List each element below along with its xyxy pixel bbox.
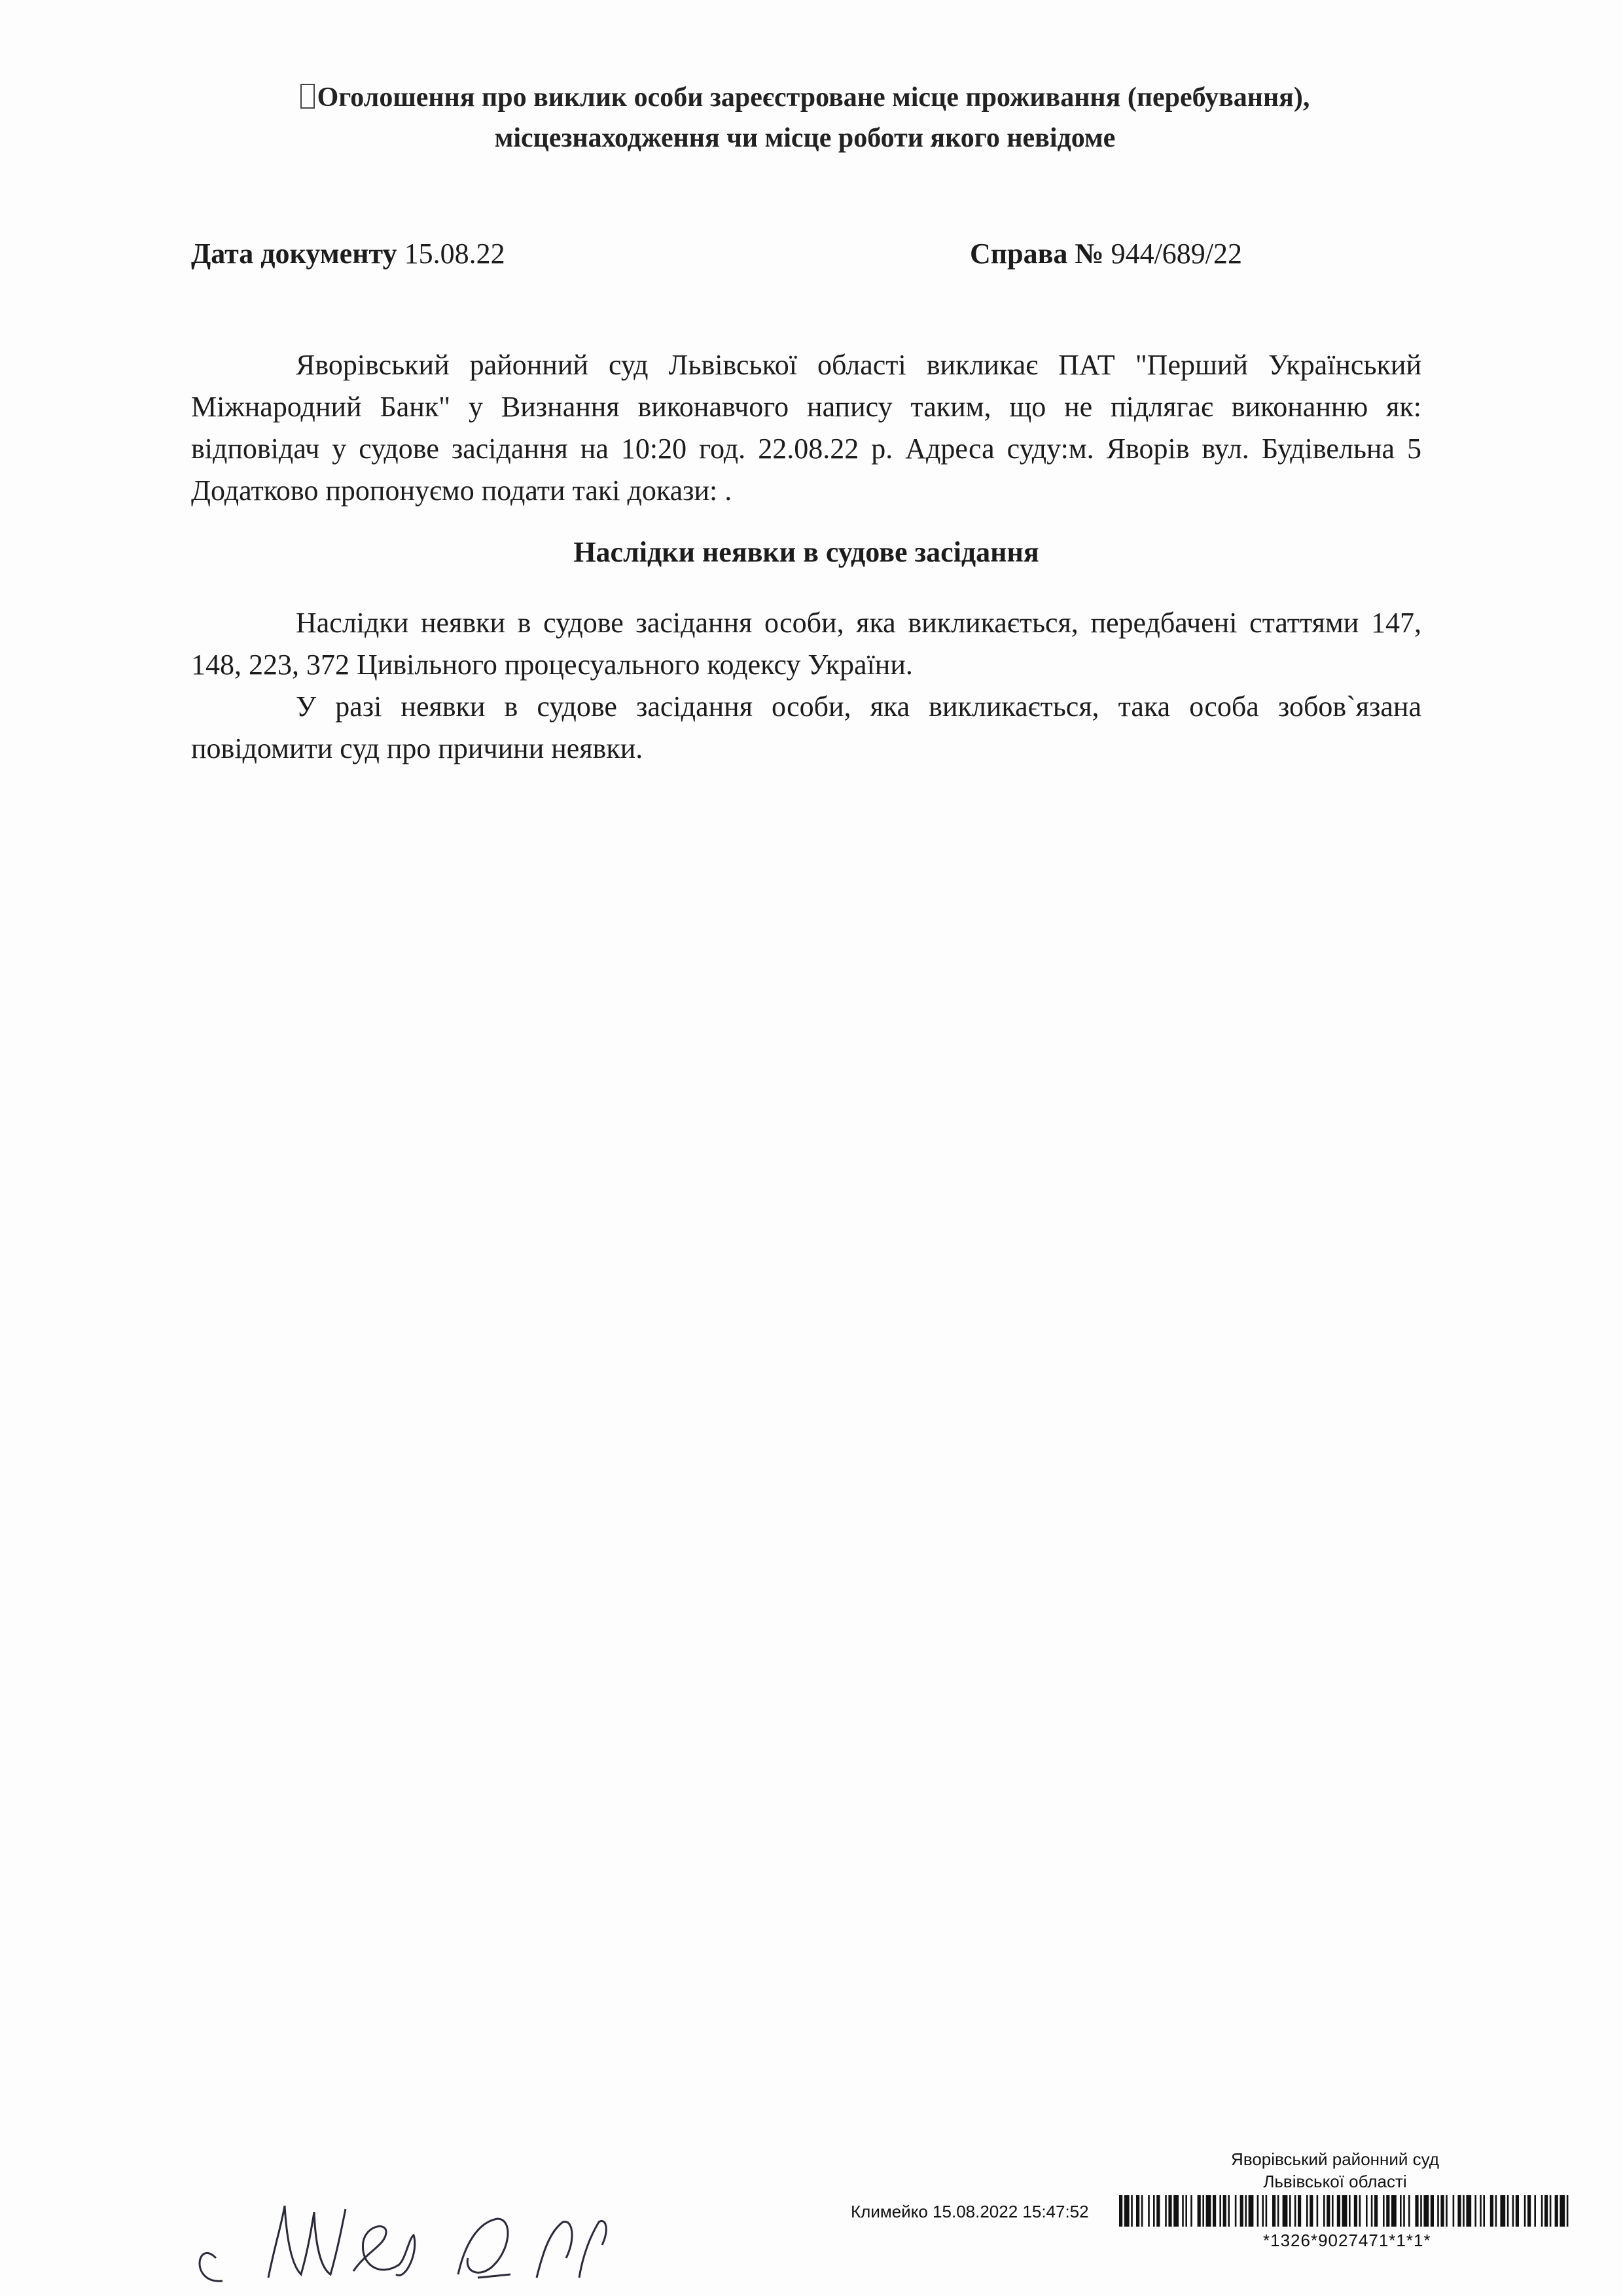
summons-paragraph: Яворівський районний суд Львівської області викликає ПАТ "Перший Український Міжнародний Банк" у Визнання виконавчого напису таким, що не підлягає виконанню як: відповідач у судове засідання на 10:20 год. 22.08.22 р. Адреса суду:м. Яворів вул. Будівельна 5 Додатково пропонуємо подати такі докази: . <box>191 349 1421 507</box>
barcode-bar <box>1306 2195 1308 2227</box>
barcode-bar <box>1391 2195 1397 2227</box>
barcode-bar <box>1289 2195 1291 2227</box>
barcode-bar <box>1168 2195 1171 2227</box>
barcode-bar <box>1202 2195 1204 2227</box>
case-value: 944/689/22 <box>1111 238 1243 270</box>
barcode-bar <box>1206 2195 1211 2227</box>
barcode-bar <box>1228 2195 1230 2227</box>
barcode-bar <box>1272 2195 1275 2227</box>
barcode-bar <box>1567 2195 1569 2227</box>
barcode-text: *1326*9027471*1*1* <box>1263 2231 1431 2250</box>
barcode-bar <box>1466 2195 1471 2227</box>
barcode-bar <box>1294 2195 1296 2227</box>
barcode-bar <box>1141 2195 1143 2227</box>
barcode-bar <box>1490 2195 1493 2227</box>
date-value: 15.08.22 <box>404 238 505 270</box>
barcode-bar <box>1249 2195 1254 2227</box>
barcode-bar <box>1156 2195 1160 2227</box>
barcode-bar <box>1119 2195 1122 2227</box>
barcode-bar <box>1257 2195 1259 2227</box>
clerk-timestamp: Климейко 15.08.2022 15:47:52 <box>851 2202 1089 2221</box>
barcode-bar <box>1327 2195 1330 2227</box>
barcode-bar <box>1262 2195 1264 2227</box>
case-label: Справа № <box>970 238 1104 270</box>
barcode-bar <box>1437 2195 1439 2227</box>
consequences-paragraph: Наслідки неявки в судове засідання особи, яка викликається, передбачені статтями 147, 148, 223, 372 Цивільного процесуального кодексу України. <box>191 607 1421 681</box>
barcode-bar <box>1507 2195 1509 2227</box>
barcode-bar <box>1453 2195 1455 2227</box>
barcode-bar <box>1371 2195 1373 2227</box>
barcode-bar <box>1342 2195 1347 2227</box>
barcode-bar <box>1431 2195 1434 2227</box>
document-title <box>196 77 1414 158</box>
title-line-1: Оголошення про виклик особи зареєстроване місце проживання (перебування), <box>196 77 1414 118</box>
barcode-bar <box>1415 2195 1418 2227</box>
barcode-bar <box>1298 2195 1301 2227</box>
barcode-bar <box>1383 2195 1385 2227</box>
barcode-bar <box>1198 2195 1201 2227</box>
barcode-bar <box>1266 2195 1268 2227</box>
barcode-bar <box>1310 2195 1313 2227</box>
barcode-bar <box>1403 2195 1405 2227</box>
barcode <box>1119 2195 1571 2227</box>
barcode-bar <box>1541 2195 1543 2227</box>
barcode-bar <box>1349 2195 1351 2227</box>
section-heading: Наслідки неявки в судове засідання <box>573 536 1039 568</box>
barcode-bar <box>1219 2195 1221 2227</box>
barcode-bar <box>1354 2195 1357 2227</box>
barcode-bar <box>1223 2195 1226 2227</box>
barcode-bar <box>1534 2195 1536 2227</box>
barcode-bar <box>1400 2195 1402 2227</box>
barcode-bar <box>1500 2195 1505 2227</box>
barcode-bar <box>1483 2195 1485 2227</box>
date-label: Дата документу <box>191 238 397 270</box>
barcode-bar <box>1420 2195 1422 2227</box>
barcode-bar <box>1337 2195 1340 2227</box>
barcode-bar <box>1423 2195 1429 2227</box>
document-date <box>191 237 505 270</box>
barcode-bar <box>1124 2195 1130 2227</box>
court-registration-stamp <box>851 2148 1577 2266</box>
barcode-bar <box>1386 2195 1389 2227</box>
barcode-bar <box>1440 2195 1444 2227</box>
barcode-bar <box>1148 2195 1150 2227</box>
case-number <box>970 237 1242 270</box>
barcode-bar <box>1136 2195 1139 2227</box>
barcode-bar <box>1555 2195 1558 2227</box>
barcode-bar <box>1512 2195 1514 2227</box>
barcode-bar <box>1213 2195 1216 2227</box>
barcode-bar <box>1283 2195 1288 2227</box>
barcode-bar <box>1185 2195 1187 2227</box>
barcode-bar <box>1560 2195 1565 2227</box>
barcode-bar <box>1374 2195 1378 2227</box>
document-meta <box>191 237 1421 276</box>
court-name: Яворівський районний суд Львівської області <box>1231 2149 1439 2191</box>
barcode-bar <box>1277 2195 1279 2227</box>
barcode-bar <box>1323 2195 1325 2227</box>
barcode-bar <box>1240 2195 1243 2227</box>
barcode-bar <box>1516 2195 1519 2227</box>
barcode-bar <box>1463 2195 1465 2227</box>
barcode-bar <box>1527 2195 1531 2227</box>
barcode-bar <box>1457 2195 1461 2227</box>
barcode-bar <box>1550 2195 1552 2227</box>
barcode-bar <box>1190 2195 1192 2227</box>
barcode-bar <box>1153 2195 1155 2227</box>
barcode-bar <box>1317 2195 1319 2227</box>
barcode-bar <box>1332 2195 1334 2227</box>
missing-glyph-icon <box>300 84 315 109</box>
barcode-bar <box>1408 2195 1410 2227</box>
barcode-bar <box>1131 2195 1133 2227</box>
barcode-bar <box>1173 2195 1179 2227</box>
barcode-bar <box>1480 2195 1482 2227</box>
barcode-bar <box>1245 2195 1247 2227</box>
barcode-bar <box>1165 2195 1167 2227</box>
barcode-bar <box>1359 2195 1361 2227</box>
barcode-bar <box>1366 2195 1368 2227</box>
barcode-bar <box>1474 2195 1476 2227</box>
barcode-bar <box>1235 2195 1237 2227</box>
barcode-bar <box>1495 2195 1497 2227</box>
title-line-2: місцезнаходження чи місце роботи якого невідоме <box>494 123 1116 153</box>
handwritten-signature <box>170 2160 628 2291</box>
barcode-bar <box>1524 2195 1526 2227</box>
barcode-bar <box>1182 2195 1184 2227</box>
obligation-paragraph: У разі неявки в судове засідання особи, яка викликається, така особа зобов`язана повідомити суд про причини неявки. <box>191 691 1421 764</box>
barcode-bar <box>1544 2195 1548 2227</box>
barcode-bar <box>1446 2195 1448 2227</box>
